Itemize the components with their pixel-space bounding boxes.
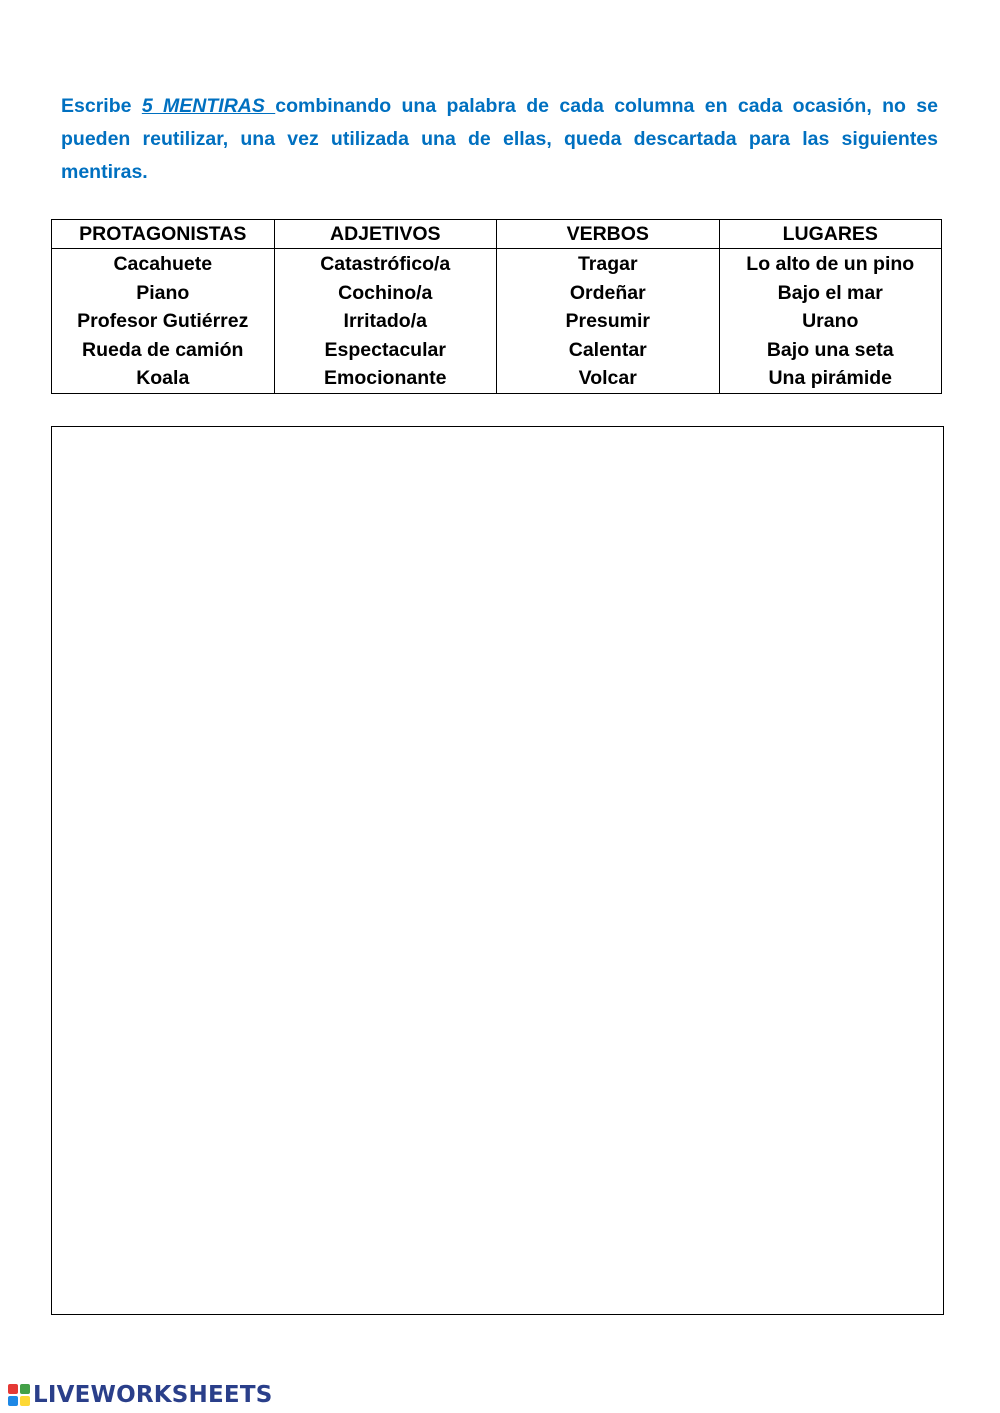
cell-protagonista: Profesor Gutiérrez [52,307,275,336]
table-row [52,336,942,365]
cell-protagonista: Piano [52,279,275,308]
liveworksheets-logo [8,1381,272,1409]
instructions-emphasis: 5 MENTIRAS [141,95,276,117]
header-verbos: VERBOS [497,220,720,249]
table-row [52,279,942,308]
brand-name: LIVEWORKSHEETS [33,1382,273,1408]
instructions-body: combinando una palabra de cada columna en cada ocasión, no se pueden reutilizar, una vez utilizada una de ellas, queda descartada para las siguientes mentiras. [61,95,938,183]
cell-adjetivo: Emocionante [274,364,497,393]
word-table [51,219,942,394]
cell-lugar: Lo alto de un pino [719,249,942,279]
header-protagonistas: PROTAGONISTAS [52,220,275,249]
cell-lugar: Urano [719,307,942,336]
cell-verbo: Volcar [497,364,720,393]
instructions-intro: Escribe [61,95,142,117]
cell-verbo: Presumir [497,307,720,336]
header-adjetivos: ADJETIVOS [274,220,497,249]
table-row [52,307,942,336]
instructions [61,90,938,189]
cell-lugar: Bajo el mar [719,279,942,308]
cell-adjetivo: Cochino/a [274,279,497,308]
cell-verbo: Calentar [497,336,720,365]
cell-verbo: Tragar [497,249,720,279]
cell-protagonista: Koala [52,364,275,393]
cell-adjetivo: Espectacular [274,336,497,365]
table-row [52,364,942,393]
cell-lugar: Bajo una seta [719,336,942,365]
cell-protagonista: Cacahuete [52,249,275,279]
header-lugares: LUGARES [719,220,942,249]
table-header-row [52,220,942,249]
logo-tile [8,1384,18,1394]
cell-adjetivo: Catastrófico/a [274,249,497,279]
logo-tile [8,1396,18,1406]
cell-verbo: Ordeñar [497,279,720,308]
logo-tiles-icon [8,1384,30,1406]
cell-adjetivo: Irritado/a [274,307,497,336]
cell-lugar: Una pirámide [719,364,942,393]
answer-writing-area[interactable] [51,426,944,1315]
cell-protagonista: Rueda de camión [52,336,275,365]
table-row [52,249,942,279]
logo-tile [20,1396,30,1406]
logo-tile [20,1384,30,1394]
